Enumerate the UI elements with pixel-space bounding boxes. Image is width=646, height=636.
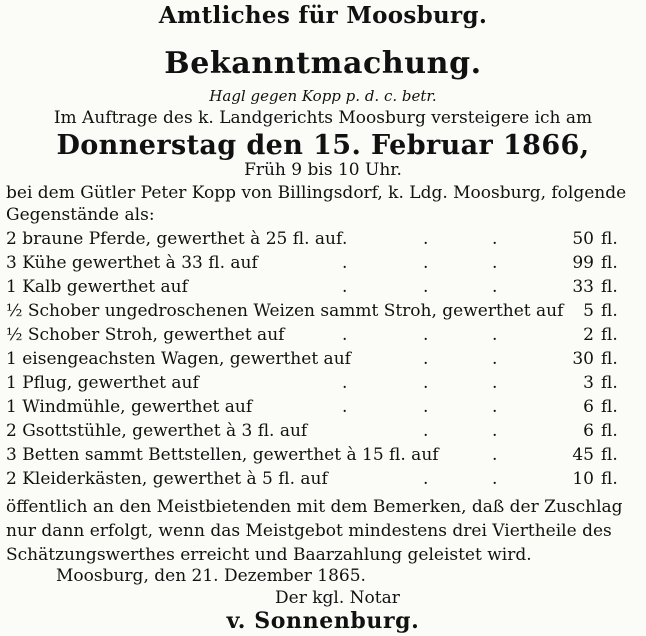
leader-dot: .: [423, 229, 429, 249]
item-unit: fl.: [601, 469, 618, 489]
leader-dot: .: [342, 397, 348, 417]
item-amount: 50: [572, 229, 594, 249]
location-line-1: bei dem Gütler Peter Kopp von Billingsdorf, k. Ldg. Moosburg, folgende: [6, 183, 627, 203]
item-row: [0, 301, 646, 325]
leader-dot: .: [423, 373, 429, 393]
leader-dot: .: [423, 277, 429, 297]
leader-dot: .: [423, 469, 429, 489]
item-row: [0, 229, 646, 253]
item-description: 1 eisengeachsten Wagen, gewerthet auf: [6, 349, 351, 369]
item-amount: 6: [583, 421, 594, 441]
leader-dot: .: [423, 397, 429, 417]
leader-dot: .: [342, 277, 348, 297]
item-unit: fl.: [601, 373, 618, 393]
item-row: [0, 397, 646, 421]
leader-dot: .: [492, 229, 498, 249]
auction-time: Früh 9 bis 10 Uhr.: [244, 160, 402, 180]
item-unit: fl.: [601, 229, 618, 249]
item-amount: 2: [583, 325, 594, 345]
item-description: 2 Kleiderkästen, gewerthet à 5 fl. auf: [6, 469, 328, 489]
leader-dot: .: [423, 421, 429, 441]
case-subject: Hagl gegen Kopp p. d. c. betr.: [209, 87, 437, 105]
closing-text: [6, 495, 623, 567]
intro-line: Im Auftrage des k. Landgerichts Moosburg versteigere ich am: [53, 108, 593, 128]
leader-dot: .: [492, 397, 498, 417]
item-row: [0, 325, 646, 349]
item-amount: 45: [572, 445, 594, 465]
leader-dot: .: [423, 253, 429, 273]
item-row: [0, 349, 646, 373]
item-description: ½ Schober Stroh, gewerthet auf: [6, 325, 285, 345]
item-description: ½ Schober ungedroschenen Weizen sammt Stroh, gewerthet auf: [6, 301, 564, 321]
item-amount: 6: [583, 397, 594, 417]
leader-dot: .: [492, 253, 498, 273]
location-line-2: Gegenstände als:: [6, 205, 155, 225]
item-row: [0, 277, 646, 301]
item-unit: fl.: [601, 301, 618, 321]
item-amount: 30: [572, 349, 594, 369]
item-unit: fl.: [601, 325, 618, 345]
leader-dot: .: [423, 325, 429, 345]
item-description: 3 Betten sammt Bettstellen, gewerthet à 15 fl. auf: [6, 445, 439, 465]
leader-dot: .: [492, 373, 498, 393]
item-amount: 99: [572, 253, 594, 273]
item-list: [0, 229, 646, 493]
item-unit: fl.: [601, 253, 618, 273]
item-description: 1 Pflug, gewerthet auf: [6, 373, 199, 393]
item-description: 1 Kalb gewerthet auf: [6, 277, 188, 297]
item-description: 2 Gsottstühle, gewerthet à 3 fl. auf: [6, 421, 308, 441]
item-amount: 33: [572, 277, 594, 297]
leader-dot: .: [492, 325, 498, 345]
item-unit: fl.: [601, 421, 618, 441]
closing-line-2: nur dann erfolgt, wenn das Meistgebot mindestens drei Viertheile des: [6, 521, 612, 541]
leader-dot: .: [492, 421, 498, 441]
leader-dot: .: [342, 325, 348, 345]
item-row: [0, 445, 646, 469]
item-unit: fl.: [601, 277, 618, 297]
leader-dot: .: [492, 469, 498, 489]
closing-line-3: Schätzungswerthes erreicht und Baarzahlung geleistet wird.: [6, 545, 532, 565]
item-row: [0, 421, 646, 445]
place-date: Moosburg, den 21. Dezember 1865.: [56, 566, 366, 586]
section-header: Amtliches für Moosburg.: [158, 2, 488, 29]
item-unit: fl.: [601, 397, 618, 417]
notary-title: Der kgl. Notar: [275, 588, 400, 608]
notice-title: Bekanntmachung.: [164, 46, 482, 81]
leader-dot: .: [423, 349, 429, 369]
item-row: [0, 373, 646, 397]
item-amount: 5: [583, 301, 594, 321]
item-unit: fl.: [601, 349, 618, 369]
item-description: 3 Kühe gewerthet à 33 fl. auf: [6, 253, 258, 273]
leader-dot: .: [342, 253, 348, 273]
item-row: [0, 253, 646, 277]
leader-dot: .: [342, 373, 348, 393]
item-unit: fl.: [601, 445, 618, 465]
item-amount: 10: [572, 469, 594, 489]
item-row: [0, 469, 646, 493]
item-amount: 3: [583, 373, 594, 393]
signature: v. Sonnenburg.: [226, 608, 420, 634]
leader-dot: .: [492, 445, 498, 465]
leader-dot: .: [492, 277, 498, 297]
item-description: 1 Windmühle, gewerthet auf: [6, 397, 253, 417]
leader-dot: .: [492, 349, 498, 369]
auction-date: Donnerstag den 15. Februar 1866,: [56, 130, 590, 161]
leader-dot: .: [342, 229, 348, 249]
item-description: 2 braune Pferde, gewerthet à 25 fl. auf: [6, 229, 343, 249]
closing-line-1: öffentlich an den Meistbietenden mit dem Bemerken, daß der Zuschlag: [6, 497, 623, 517]
